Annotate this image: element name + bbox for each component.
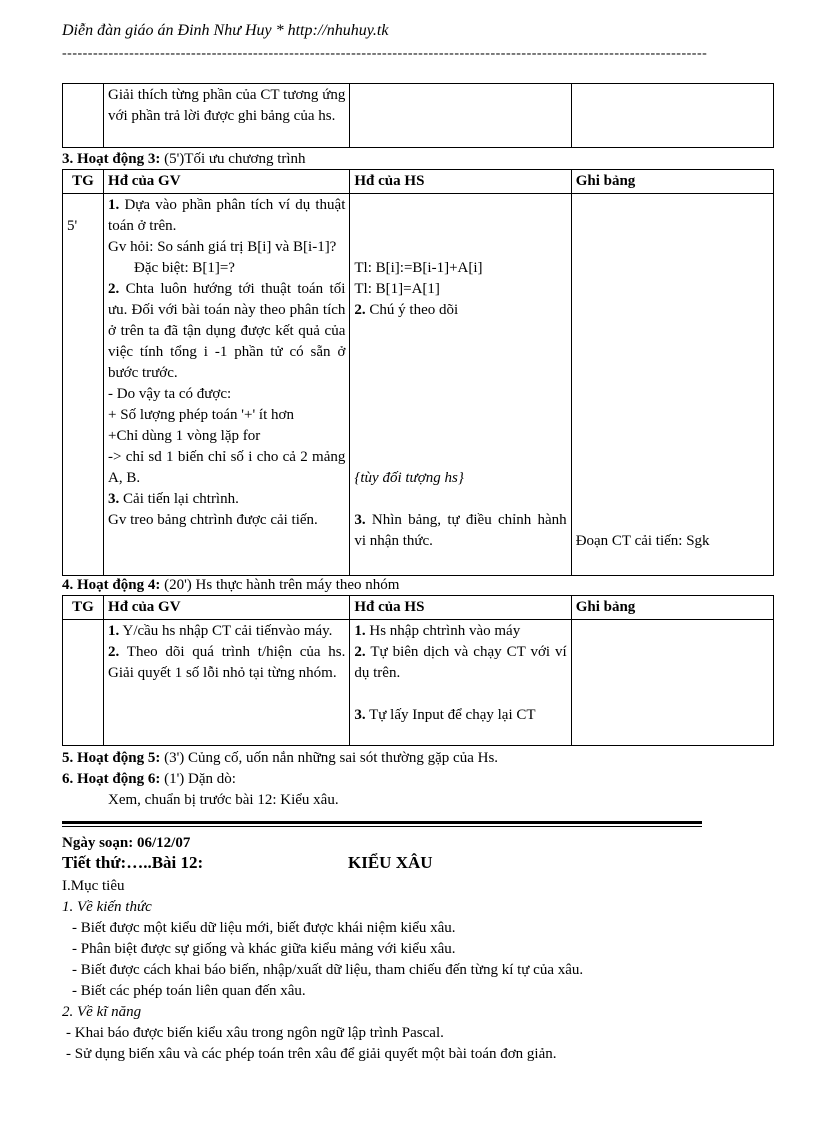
col-gb: Ghi bảng	[571, 170, 773, 194]
section-divider-thin	[62, 826, 702, 827]
table-activity-3	[62, 169, 774, 576]
skills-heading: 2. Về kĩ năng	[62, 1004, 142, 1020]
knowledge-item: - Biết các phép toán liên quan đến xâu.	[72, 983, 306, 999]
gb-notes: Đoạn CT cải tiến: Sgk	[571, 194, 773, 576]
table-activity-4	[62, 595, 774, 746]
gv-activities: 1. Dựa vào phần phân tích ví dụ thuật toán ở trên. Gv hỏi: So sánh giá trị B[i] và B[i-1]? Đặc biệt: B[1]=? 2. Chta luôn hướng tới thuật toán tối ưu. Đối với bài toán này theo phân tích ở trên ta đã tận dụng được kết quả của việc tính tổng i -1 phần tử có sẵn ở bước trước. - Do vậy ta có được: + Số lượng phép toán '+' ít hơn +Chỉ dùng 1 vòng lặp for -> chỉ sd 1 biến chỉ số i cho cả 2 mảng A, B. 3. Cải tiến lại chtrình. Gv treo bảng chtrình được cải tiến.	[104, 194, 350, 576]
knowledge-item: - Phân biệt được sự giống và khác giữa kiểu mảng với kiểu xâu.	[72, 941, 456, 957]
hs-activities: Tl: B[i]:=B[i-1]+A[i] Tl: B[1]=A[1] 2. Chú ý theo dõi {tùy đối tượng hs} 3. Nhìn bảng, tự điều chỉnh hành vi nhận thức.	[350, 194, 571, 576]
lesson-period: Tiết thứ:…..Bài 12:	[62, 853, 204, 872]
homework: Xem, chuẩn bị trước bài 12: Kiểu xâu.	[108, 792, 339, 808]
col-gv: Hđ của GV	[104, 596, 350, 620]
col-hs: Hđ của HS	[350, 170, 571, 194]
section-divider	[62, 821, 702, 824]
tg-cell	[63, 84, 104, 148]
activity-6: 6. Hoạt động 6: (1') Dặn dò:	[62, 771, 236, 787]
table-continuation	[62, 83, 774, 148]
col-tg: TG	[63, 170, 104, 194]
col-gv: Hđ của GV	[104, 170, 350, 194]
table-header-row	[63, 596, 774, 620]
prep-date: Ngày soạn: 06/12/07	[62, 835, 191, 851]
hs-cell	[350, 84, 571, 148]
table-row	[63, 620, 774, 746]
tg-value	[63, 620, 104, 746]
skills-item: - Khai báo được biến kiểu xâu trong ngôn ngữ lập trình Pascal.	[66, 1025, 444, 1041]
col-tg: TG	[63, 596, 104, 620]
gv-cell: Giải thích từng phần của CT tương ứng với phần trả lời được ghi bảng của hs.	[104, 84, 350, 148]
tg-value: 5'	[63, 194, 104, 576]
gv-activities: 1. Y/cầu hs nhập CT cải tiếnvào máy. 2. Theo dõi quá trình t/hiện của hs. Giải quyết 1 số lỗi nhỏ tại từng nhóm.	[104, 620, 350, 746]
gb-cell	[571, 84, 773, 148]
activity-4: 4. Hoạt động 4: (20') Hs thực hành trên máy theo nhóm	[62, 577, 400, 593]
gb-notes	[571, 620, 773, 746]
page-header: Diễn đàn giáo án Đinh Như Huy * http://nhuhuy.tk	[62, 22, 389, 39]
activity-3: 3. Hoạt động 3: (5')Tối ưu chương trình	[62, 151, 306, 167]
hs-activities: 1. Hs nhập chtrình vào máy 2. Tự biên dịch và chạy CT với ví dụ trên. 3. Tự lấy Input để chạy lại CT	[350, 620, 571, 746]
knowledge-item: - Biết được cách khai báo biến, nhập/xuất dữ liệu, tham chiếu đến từng kí tự của xâu.	[72, 962, 584, 978]
skills-item: - Sử dụng biến xâu và các phép toán trên xâu để giải quyết một bài toán đơn giản.	[66, 1046, 557, 1062]
knowledge-item: - Biết được một kiểu dữ liệu mới, biết được khái niệm kiểu xâu.	[72, 920, 456, 936]
lesson-title: KIỂU XÂU	[348, 853, 433, 872]
header-rule: -----------------------------------------------------------------------------------------------------------------------------	[62, 46, 708, 61]
table-header-row	[63, 170, 774, 194]
col-gb: Ghi bảng	[571, 596, 773, 620]
activity-5: 5. Hoạt động 5: (3') Củng cố, uốn nắn những sai sót thường gặp của Hs.	[62, 750, 499, 766]
knowledge-heading: 1. Về kiến thức	[62, 899, 152, 915]
col-hs: Hđ của HS	[350, 596, 571, 620]
objectives-heading: I.Mục tiêu	[62, 878, 125, 894]
table-row	[63, 194, 774, 576]
